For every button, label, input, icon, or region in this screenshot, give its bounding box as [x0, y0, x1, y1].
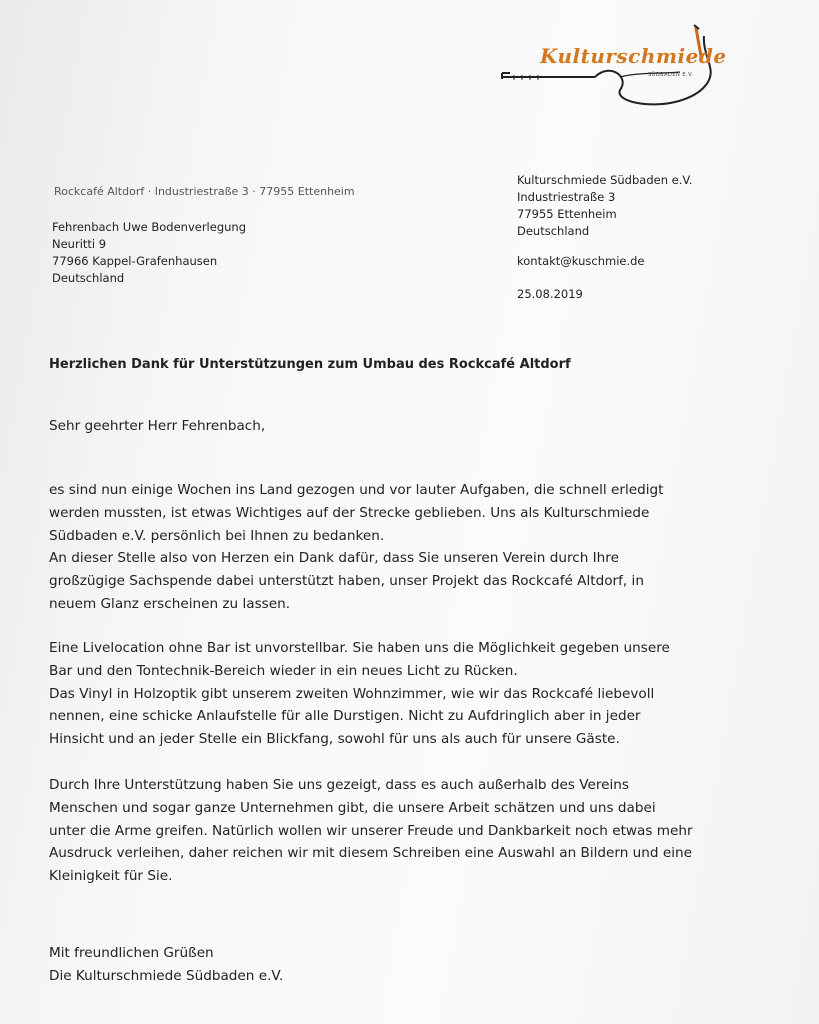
paragraph-line: Menschen und sogar ganze Unternehmen gibt, die unsere Arbeit schätzen und uns dabei — [49, 799, 656, 816]
letter-subject: Herzlichen Dank für Unterstützungen zum Umbau des Rockcafé Altdorf — [49, 357, 571, 372]
paragraph-line: es sind nun einige Wochen ins Land gezogen und vor lauter Aufgaben, die schnell erledigt — [49, 482, 664, 498]
logo-subtitle: SÜDBADEN E.V. — [648, 72, 694, 78]
recipient-address — [52, 219, 246, 287]
recipient-line: Neuritti 9 — [52, 237, 107, 251]
paragraph-line: Durch Ihre Unterstützung haben Sie uns gezeigt, dass es auch außerhalb des Vereins — [49, 777, 629, 793]
body-paragraph-1 — [49, 479, 769, 616]
closing-greeting: Mit freundlichen Grüßen — [49, 945, 214, 961]
logo-wordmark: Kulturschmiede — [540, 44, 727, 68]
sender-line: Rockcafé Altdorf · Industriestraße 3 · 77955 Ettenheim — [54, 185, 355, 198]
paragraph-line: unter die Arme greifen. Natürlich wollen wir unserer Freude und Dankbarkeit noch etwas mehr — [49, 822, 693, 839]
paragraph-line: Hinsicht und an jeder Stelle ein Blickfang, sowohl für uns als auch für unsere Gäste. — [49, 731, 620, 748]
paragraph-line: Eine Livelocation ohne Bar ist unvorstellbar. Sie haben uns die Möglichkeit gegeben unsere — [49, 640, 670, 656]
recipient-line: Fehrenbach Uwe Bodenverlegung — [52, 220, 247, 234]
paragraph-line: neuem Glanz erscheinen zu lassen. — [49, 595, 291, 612]
org-address — [517, 172, 692, 240]
paragraph-line: An dieser Stelle also von Herzen ein Dank dafür, dass Sie unseren Verein durch Ihre — [49, 550, 619, 567]
recipient-line: Deutschland — [52, 271, 125, 285]
logo — [500, 22, 727, 112]
paragraph-line: Südbaden e.V. persönlich bei Ihnen zu bedanken. — [49, 527, 385, 544]
closing-signature: Die Kulturschmiede Südbaden e.V. — [49, 968, 284, 984]
body-paragraph-3 — [49, 774, 769, 888]
paragraph-line: Ausdruck verleihen, daher reichen wir mit diesem Schreiben eine Auswahl an Bildern und eine — [49, 845, 692, 862]
body-paragraph-2 — [49, 637, 769, 751]
paragraph-line: Bar und den Tontechnik-Bereich wieder in ein neues Licht zu Rücken. — [49, 662, 518, 679]
org-email: kontakt@kuschmie.de — [517, 254, 645, 268]
paragraph-line: großzügige Sachspende dabei unterstützt haben, unser Projekt das Rockcafé Altdorf, in — [49, 573, 644, 590]
paragraph-line: Das Vinyl in Holzoptik gibt unserem zweiten Wohnzimmer, wie wir das Rockcafé liebevoll — [49, 685, 655, 702]
org-address-line: Kulturschmiede Südbaden e.V. — [517, 173, 693, 187]
paragraph-line: werden mussten, ist etwas Wichtiges auf der Strecke geblieben. Uns als Kulturschmiede — [49, 504, 650, 521]
paragraph-line: nennen, eine schicke Anlaufstelle für alle Durstigen. Nicht zu Aufdringlich aber in jeder — [49, 708, 641, 725]
recipient-line: 77966 Kappel-Grafenhausen — [52, 254, 218, 268]
paragraph-line: Kleinigkeit für Sie. — [49, 868, 173, 885]
letter-date: 25.08.2019 — [517, 287, 583, 301]
salutation: Sehr geehrter Herr Fehrenbach, — [49, 418, 266, 434]
org-address-line: 77955 Ettenheim — [517, 207, 617, 221]
org-address-line: Industriestraße 3 — [517, 190, 616, 204]
org-address-line: Deutschland — [517, 224, 590, 238]
